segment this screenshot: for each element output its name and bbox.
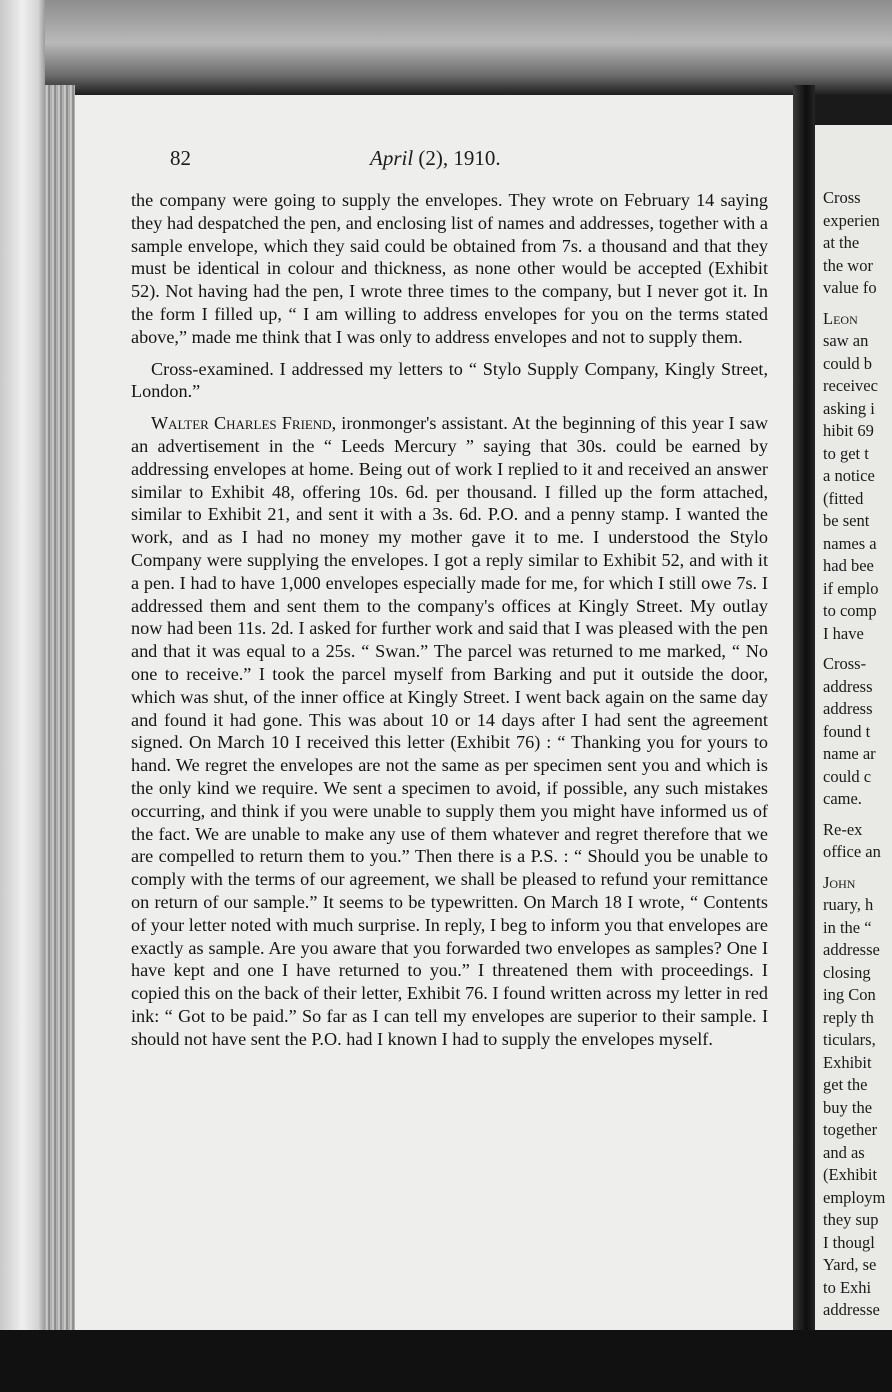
fragment-line: at the xyxy=(823,233,860,252)
fragment-line: closing xyxy=(823,962,871,982)
fragment-line: experien xyxy=(823,210,880,230)
fragment-line: to comp xyxy=(823,601,877,620)
fragment-line: ing Con xyxy=(823,985,876,1004)
fragment-line: if emplo xyxy=(823,578,879,598)
scan-background-left xyxy=(0,0,45,1392)
fragment-line: name ar xyxy=(823,744,876,763)
fragment-line: Yard, se xyxy=(823,1255,877,1274)
fragment-line: receivec xyxy=(823,376,878,395)
page-number: 82 xyxy=(170,146,191,170)
fragment-line: to get t xyxy=(823,443,869,463)
fragment-line: address xyxy=(823,676,873,696)
page-header xyxy=(170,146,770,176)
fragment-line: in the “ xyxy=(823,917,872,937)
fragment-line: value fo xyxy=(823,278,877,297)
fragment-line: hibit 69 xyxy=(823,421,874,440)
fragment-line: (Exhibit xyxy=(823,1165,878,1184)
fragment-line: buy the xyxy=(823,1097,873,1117)
fragment-line: found t xyxy=(823,721,871,741)
fragment-line: ticulars, xyxy=(823,1030,876,1049)
fragment-line: addresse xyxy=(823,1300,880,1319)
running-head xyxy=(370,146,501,171)
fragment-line: John xyxy=(823,872,856,892)
running-head-month: April xyxy=(370,146,414,170)
body-text xyxy=(131,189,768,1050)
fragment-line: a notice xyxy=(823,466,875,485)
book-binding-edge xyxy=(45,85,75,1340)
fragment-line: I have xyxy=(823,623,864,643)
fragment-line: employm xyxy=(823,1187,886,1207)
fragment-line: Exhibit xyxy=(823,1052,872,1072)
fragment-line: reply th xyxy=(823,1007,874,1027)
adjacent-page-text xyxy=(823,187,892,1322)
fragment-line: to Exhi xyxy=(823,1277,872,1297)
fragment-line: office an xyxy=(823,842,881,861)
witness-name: Walter Charles Friend xyxy=(151,413,332,434)
fragment-line: Re-ex xyxy=(823,819,863,839)
fragment-line: get the xyxy=(823,1075,868,1094)
fragment-line: ruary, h xyxy=(823,895,874,914)
fragment-line: Leon xyxy=(823,308,858,328)
fragment-line: addresse xyxy=(823,940,880,959)
fragment-line: the wor xyxy=(823,255,873,275)
paragraph-testimony-continued: the company were going to supply the envelopes. They wrote on February 14 saying they had despatched the pen, and enclosing list of names and addresses, together with a sample envelope, which they said could be obtained from 7s. a thousand and that they must be identical in colour and thickness, as none other would be accepted (Exhibit 52). Not having had the pen, I wrote three times to the company, but I never got it. In the form I filled up, “ I am willing to address envelopes for you on the terms stated above,” made me think that I was only to address envelopes and not to supply them. xyxy=(131,190,768,347)
fragment-line: had bee xyxy=(823,556,874,575)
fragment-line: I thougl xyxy=(823,1232,875,1252)
fragment-line: asking i xyxy=(823,398,875,418)
fragment-line: came. xyxy=(823,789,862,808)
fragment-line: Cross xyxy=(823,188,861,207)
paragraph-friend-testimony xyxy=(131,412,768,1050)
running-head-date: (2), 1910. xyxy=(413,146,501,170)
fragment-line: together xyxy=(823,1120,878,1139)
fragment-line: be sent xyxy=(823,511,870,530)
adjacent-page xyxy=(815,125,892,1340)
fragment-line: Cross- xyxy=(823,654,867,673)
fragment-line: could b xyxy=(823,353,873,373)
paragraph-cross-examined: Cross-examined. I addressed my letters to “ Stylo Supply Company, Kingly Street, London.” xyxy=(131,358,768,402)
fragment-line: could c xyxy=(823,766,872,786)
fragment-line: they sup xyxy=(823,1210,879,1229)
fragment-line: names a xyxy=(823,533,877,553)
witness-testimony: , ironmonger's assistant. At the beginning of this year I saw an advertisement in the “ Leeds Mercury ” saying that 30s. could be earned by addressing envelopes at home. Being out of work I replied to it and received an answer similar to Exhibit 48, offering 10s. 6d. per thousand. I filled up the form attached, similar to Exhibit 21, and sent it with a 3s. 6d. P.O. and a penny stamp. I wanted the work, and as I had no money my mother gave it to me. I understood the Stylo Company were supplying the envelopes. I got a reply similar to Exhibit 52, and with it a pen. I had to have 1,000 envelopes especially made for me, for which I still owe 7s. I addressed them and sent them to the company's offices at Kingly Street. My outlay now had been 11s. 2d. I asked for further work and said that I was pleased with the pen and that it was equal to a 25s. “ Swan.” The parcel was returned to me marked, “ No one to receive.” I took the parcel myself from Barking and put it outside the door, which was shut, of the inner office at Kingly Street. I went back again on the same day and found it had gone. This was about 10 or 14 days after I had sent the agreement signed. On March 10 I received this letter (Exhibit 76) : “ Thanking you for yours to hand. We regret the envelopes are not the same as per specimen sent you and which is the only kind we require. We sent a specimen to avoid, if possible, any such mistakes occurring, and think if you were unable to supply them you might have informed us of the fact. We are unable to make any use of them whatever and regret therefore that we are compelled to return them to you.” Then there is a P.S. : “ Should you be unable to comply with the terms of our agreement, we shall be pleased to refund your remittance on return of our sample.” It seems to be typewritten. On March 18 I wrote, “ Contents of your letter noted with much surprise. In reply, I beg to inform you that envelopes are exactly as sample. Are you aware that you forwarded two envelopes as samples? One I have kept and one I have returned to you.” I threatened them with proceedings. I copied this on the back of their letter, Exhibit 76. I found written across my letter in red ink: “ Got to be paid.” So far as I can tell my envelopes are superior to their sample. I should not have sent the P.O. had I known I had to supply the envelopes myself. xyxy=(131,413,768,1049)
scan-background-top xyxy=(0,0,892,95)
fragment-line: address xyxy=(823,699,873,718)
book-gutter xyxy=(793,85,815,1340)
scan-background-bottom xyxy=(0,1330,892,1392)
fragment-line: saw an xyxy=(823,331,869,350)
fragment-line: and as xyxy=(823,1142,865,1162)
fragment-line: (fitted xyxy=(823,488,864,508)
